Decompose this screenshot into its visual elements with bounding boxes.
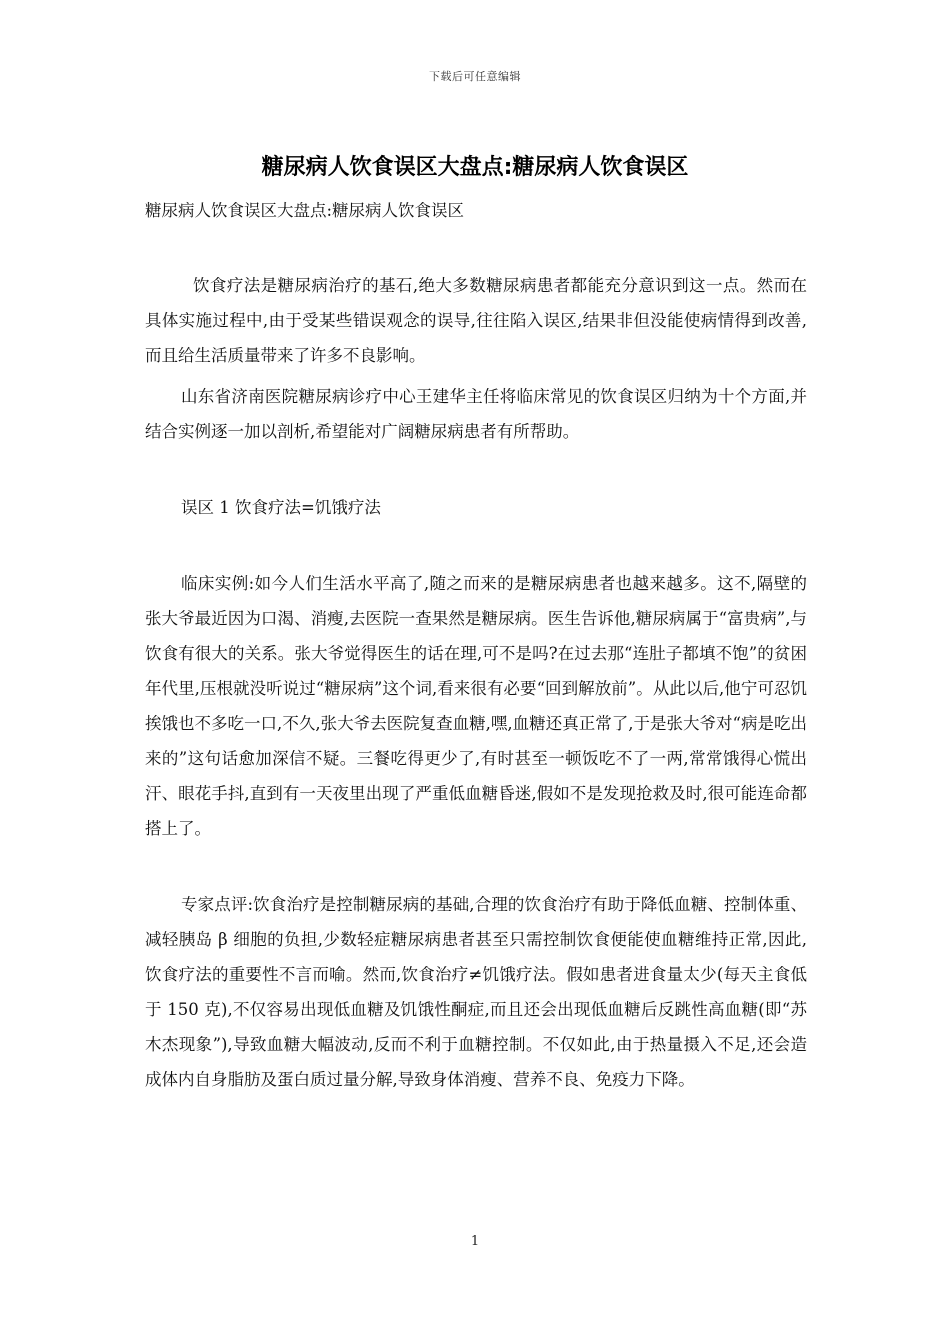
document-subtitle: 糖尿病人饮食误区大盘点:糖尿病人饮食误区 [145, 201, 465, 220]
document-title: 糖尿病人饮食误区大盘点:糖尿病人饮食误区 [261, 155, 689, 180]
paragraph-expert-comment: 专家点评:饮食治疗是控制糖尿病的基础,合理的饮食治疗有助于降低血糖、控制体重、减轻胰岛 β 细胞的负担,少数轻症糖尿病患者甚至只需控制饮食便能使血糖维持正常,因此,饮食疗法的重要性不言而喻。然而,饮食治疗≠饥饿疗法。假如患者进食量太少(每天主食低于 150 克),不仅容易出现低血糖及饥饿性酮症,而且还会出现低血糖后反跳性高血糖(即“苏木杰现象”),导致血糖大幅波动,反而不利于血糖控制。不仅如此,由于热量摄入不足,还会造成体内自身脂肪及蛋白质过量分解,导致身体消瘦、营养不良、免疫力下降。 [145, 895, 807, 1089]
paragraph-clinical-case: 临床实例:如今人们生活水平高了,随之而来的是糖尿病患者也越来越多。这不,隔壁的张大爷最近因为口渴、消瘦,去医院一查果然是糖尿病。医生告诉他,糖尿病属于“富贵病”,与饮食有很大的关系。张大爷觉得医生的话在理,可不是吗?在过去那“连肚子都填不饱”的贫困年代里,压根就没听说过“糖尿病”这个词,看来很有必要“回到解放前”。从此以后,他宁可忍饥挨饿也不多吃一口,不久,张大爷去医院复查血糖,嘿,血糖还真正常了,于是张大爷对“病是吃出来的”这句话愈加深信不疑。三餐吃得更少了,有时甚至一顿饭吃不了一两,常常饿得心慌出汗、眼花手抖,直到有一天夜里出现了严重低血糖昏迷,假如不是发现抢救及时,很可能连命都搭上了。 [145, 574, 807, 838]
header-note: 下载后可任意编辑 [429, 70, 521, 83]
paragraph-intro: 饮食疗法是糖尿病治疗的基石,绝大多数糖尿病患者都能充分意识到这一点。然而在具体实施过程中,由于受某些错误观念的误导,往往陷入误区,结果非但没能使病情得到改善,而且给生活质量带来了许多不良影响。 [145, 276, 807, 365]
page-number: 1 [470, 1234, 480, 1249]
paragraph-summary: 山东省济南医院糖尿病诊疗中心王建华主任将临床常见的饮食误区归纳为十个方面,并结合实例逐一加以剖析,希望能对广阔糖尿病患者有所帮助。 [145, 387, 807, 441]
section-heading-myth-1: 误区 1 饮食疗法=饥饿疗法 [181, 498, 381, 517]
